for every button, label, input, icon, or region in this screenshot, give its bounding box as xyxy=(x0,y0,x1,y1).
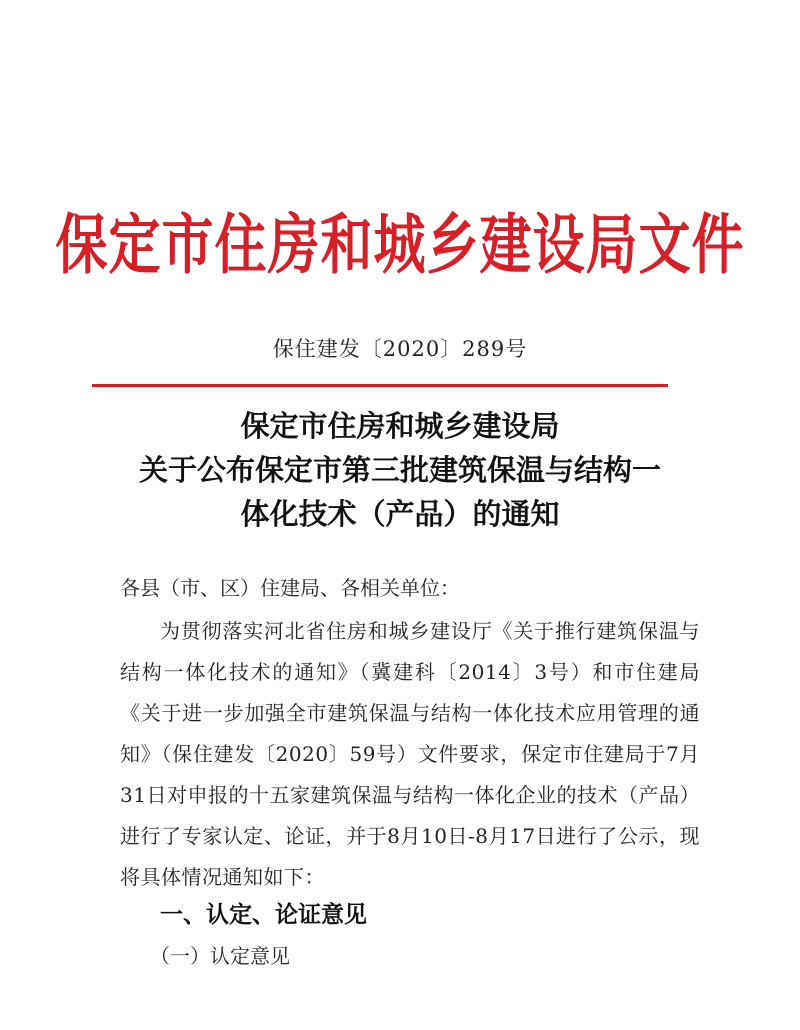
body-paragraph: 为贯彻落实河北省住房和城乡建设厅《关于推行建筑保温与结构一体化技术的通知》（冀建科〔2014〕3号）和市住建局《关于进一步加强全市建筑保温与结构一体化技术应用管理的通知》（保住建发〔2020〕59号）文件要求，保定市住建局于7月31日对申报的十五家建筑保温与结构一体化企业的技术（产品）进行了专家认定、论证，并于8月10日-8月17日进行了公示，现将具体情况通知如下： xyxy=(120,619,700,889)
salutation: 各县（市、区）住建局、各相关单位： xyxy=(120,576,460,600)
subsection-heading: （一）认定意见 xyxy=(150,944,290,968)
title-line-3: 体化技术（产品）的通知 xyxy=(240,497,560,531)
title-line-2: 关于公布保定市第三批建筑保温与结构一 xyxy=(138,453,661,487)
document-number: 保住建发〔2020〕289号 xyxy=(272,337,528,361)
masthead-title: 保定市住房和城乡建设局文件 xyxy=(55,208,745,284)
notice-title xyxy=(40,404,760,536)
red-divider xyxy=(92,384,668,387)
section-heading: 一、认定、论证意见 xyxy=(160,901,367,928)
title-line-1: 保定市住房和城乡建设局 xyxy=(240,409,560,443)
